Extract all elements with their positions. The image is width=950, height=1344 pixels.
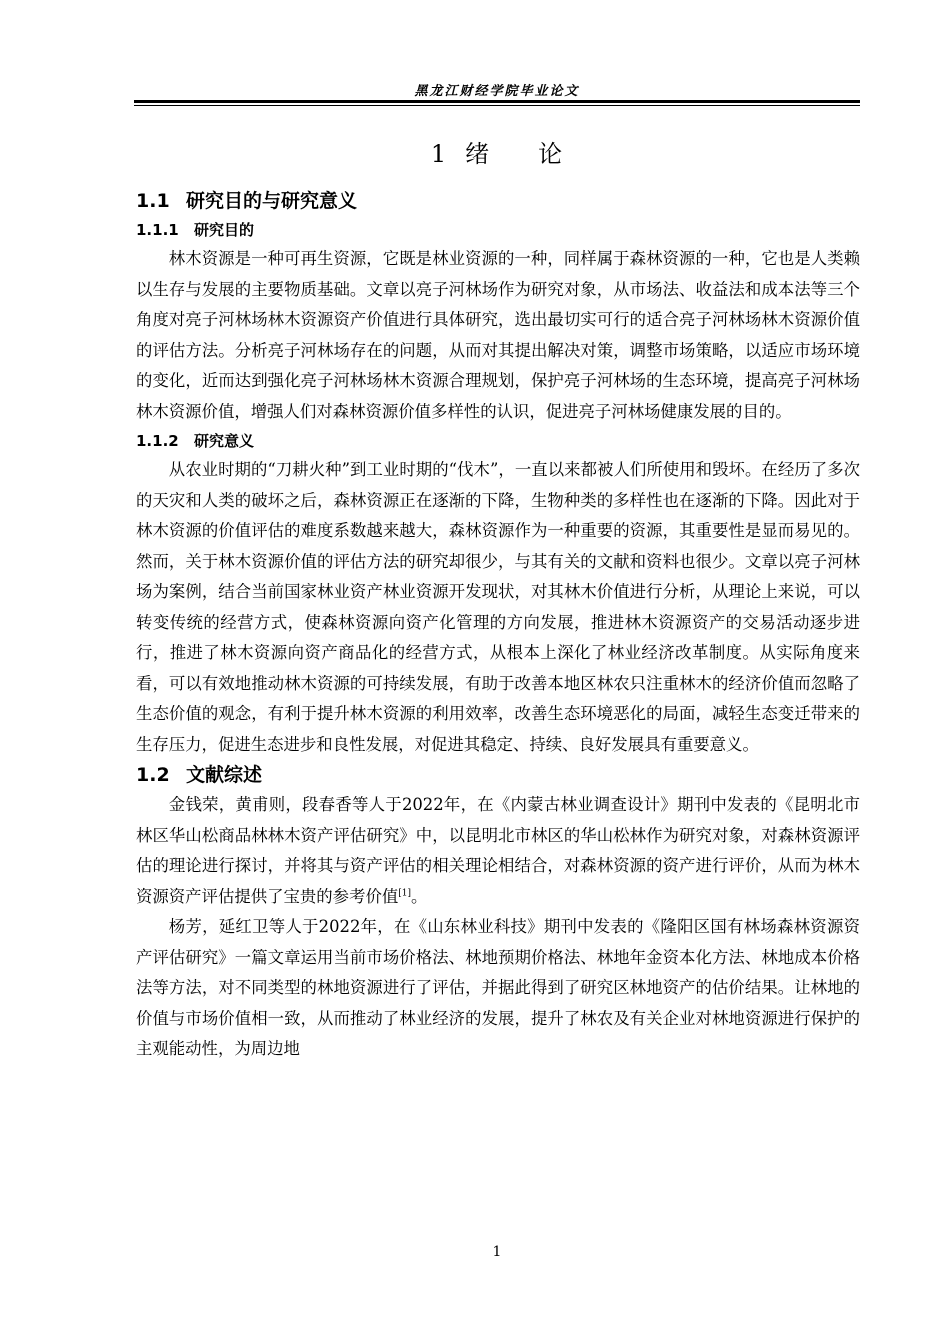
subsection-number: 1.1.2 bbox=[136, 432, 179, 450]
chapter-title-part1: 绪 bbox=[465, 140, 491, 168]
chapter-title bbox=[134, 134, 860, 169]
section-number: 1.1 bbox=[136, 190, 170, 212]
section-heading-1-1 bbox=[136, 186, 860, 216]
page-number: 1 bbox=[492, 1244, 502, 1260]
header-rule-thick bbox=[134, 100, 860, 103]
section-heading-1-2 bbox=[136, 760, 860, 790]
citation-marker[interactable]: [1] bbox=[398, 888, 411, 899]
running-header: 黑龙江财经学院毕业论文 bbox=[414, 84, 580, 99]
paragraph-literature-1 bbox=[136, 790, 860, 912]
paragraph-literature-2: 杨芳，延红卫等人于2022年，在《山东林业科技》期刊中发表的《隆阳区国有林场森林资源资产评估研究》一篇文章运用当前市场价格法、林地预期价格法、林地年金资本化方法、林地成本价格法等方法，对不同类型的林地资源进行了评估，并据此得到了研究区林地资产的估价结果。让林地的价值与市场价值相一致，从而推动了林业经济的发展，提升了林农及有关企业对林地资源进行保护的主观能动性，为周边地 bbox=[136, 917, 860, 1058]
subsection-heading-1-1-1 bbox=[136, 216, 860, 244]
subsection-heading-1-1-2 bbox=[136, 427, 860, 455]
paragraph-end-punct: 。 bbox=[411, 886, 428, 906]
paragraph-research-significance: 从农业时期的“刀耕火种”到工业时期的“伐木”，一直以来都被人们所使用和毁坏。在经历了多次的天灾和人类的破坏之后，森林资源正在逐渐的下降，生物种类的多样性也在逐渐的下降。因此对于林木资源的价值评估的难度系数越来越大，森林资源作为一种重要的资源，其重要性是显而易见的。然而，关于林木资源价值的评估方法的研究却很少，与其有关的文献和资料也很少。文章以亮子河林场为案例，结合当前国家林业资产林业资源开发现状，对其林木价值进行分析，从理论上来说，可以转变传统的经营方式，使森林资源向资产化管理的方向发展，推进林木资源资产的交易活动逐步进行，推进了林木资源向资产商品化的经营方式，从根本上深化了林业经济改革制度。从实际角度来看，可以有效地推动林木资源的可持续发展，有助于改善本地区林农只注重林木的经济价值而忽略了生态价值的观念，有利于提升林木资源的利用效率，改善生态环境恶化的局面，减轻生态变迁带来的生存压力，促进生态进步和良性发展，对促进其稳定、持续、良好发展具有重要意义。 bbox=[136, 460, 860, 754]
section-title: 文献综述 bbox=[186, 764, 263, 786]
chapter-number: 1 bbox=[430, 140, 448, 168]
subsection-title: 研究意义 bbox=[194, 432, 255, 450]
paragraph-text: 金钱荣，黄甫则，段春香等人于2022年，在《内蒙古林业调查设计》期刊中发表的《昆明北市林区华山松商品林林木资产评估研究》中，以昆明北市林区的华山松林作为研究对象，对森林资源评估的理论进行探讨，并将其与资产评估的相关理论相结合，对森林资源的资产进行评价，从而为林木资源资产评估提供了宝贵的参考价值 bbox=[136, 795, 860, 906]
subsection-number: 1.1.1 bbox=[136, 221, 179, 239]
chapter-title-part2: 论 bbox=[538, 140, 564, 168]
section-title: 研究目的与研究意义 bbox=[186, 190, 358, 212]
section-number: 1.2 bbox=[136, 764, 170, 786]
body-content bbox=[136, 186, 860, 1065]
paragraph-research-purpose: 林木资源是一种可再生资源，它既是林业资源的一种，同样属于森林资源的一种，它也是人类赖以生存与发展的主要物质基础。文章以亮子河林场作为研究对象，从市场法、收益法和成本法等三个角度对亮子河林场林木资源资产价值进行具体研究，选出最切实可行的适合亮子河林场林木资源价值的评估方法。分析亮子河林场存在的问题，从而对其提出解决对策，调整市场策略，以适应市场环境的变化，近而达到强化亮子河林场林木资源合理规划，保护亮子河林场的生态环境，提高亮子河林场林木资源价值，增强人们对森林资源价值多样性的认识，促进亮子河林场健康发展的目的。 bbox=[136, 249, 860, 421]
subsection-title: 研究目的 bbox=[194, 221, 255, 239]
header-rule-thin bbox=[134, 105, 860, 106]
